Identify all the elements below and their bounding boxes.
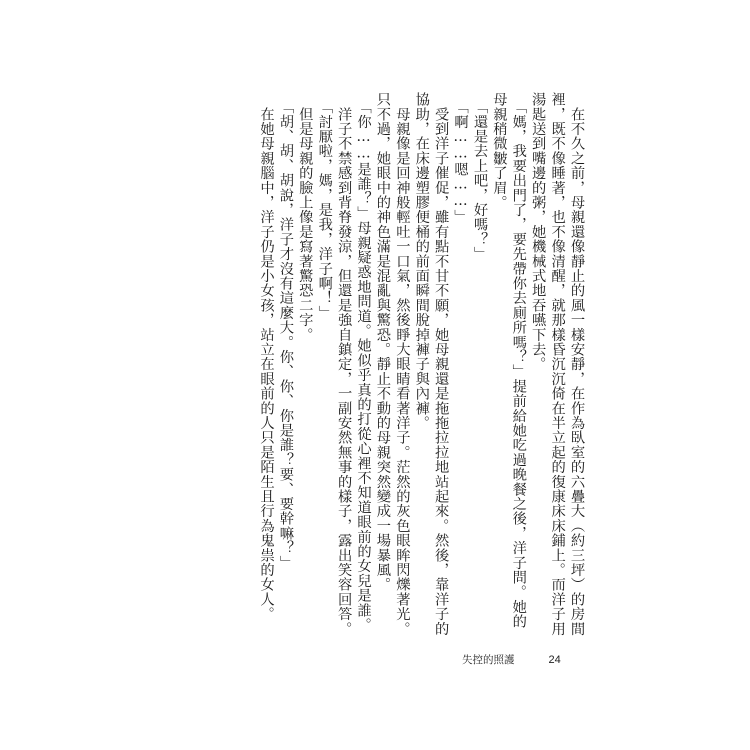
paragraph: 洋子不禁感到背脊發涼，但還是強自鎮定，一副安然無事的樣子，露出笑容回答。 <box>336 92 353 636</box>
paragraph: 但是母親的臉上像是寫著驚恐二字。 <box>297 92 314 342</box>
paragraph: 在她母親腦中，洋子仍是小女孩，站立在眼前的人只是陌生且行為鬼祟的女人。 <box>258 92 275 622</box>
running-title: 失控的照護 <box>462 654 515 666</box>
paragraph: 受到洋子催促，雖有點不甘不願，她母親還是拖拖拉拉地站起來。然後，靠洋子的 <box>433 92 450 636</box>
paragraph: 湯匙送到嘴邊的粥，她機械式地吞嚥下去。 <box>530 92 547 372</box>
paragraph: 「媽，我要出門了，要先帶你去廁所嗎？」提前給她吃過晚餐之後，洋子問。她的 <box>510 92 527 629</box>
paragraph: 「還是去上吧，好嗎？」 <box>471 92 488 262</box>
paragraph: 在不久之前，母親還像靜止的風一樣安靜，在作為臥室的六疊大（約三坪）的房間 <box>569 92 585 636</box>
paragraph: 協助，在床邊塑膠便桶的前面瞬間脫掉褲子與內褲。 <box>413 92 430 431</box>
paragraph: 母親稍微皺了眉。 <box>491 92 508 210</box>
page-footer <box>462 652 561 667</box>
paragraph: 「你……是誰？」母親疑惑地問道。她似乎真的打從心裡不知道眼前的女兒是誰。 <box>355 92 372 633</box>
paragraph: 「胡、胡、胡說，洋子才沒有這麼大。你、你、你是誰？要、要幹嘛？」 <box>277 92 294 570</box>
paragraph: 只不過，她眼中的神色滿是混亂與驚恐。靜止不動的母親突然變成一場暴風。 <box>374 92 391 592</box>
paragraph: 「啊……嗯……」 <box>452 92 469 224</box>
page-number: 24 <box>548 654 561 666</box>
paragraph: 母親像是回神般輕吐一口氣，然後睜大眼睛看著洋子。茫然的灰色眼眸閃爍著光。 <box>394 92 411 636</box>
vertical-body-text <box>186 92 586 640</box>
paragraph: 裡，既不像睡著，也不像清醒，就那樣昏沉沉倚在半立起的復康床床鋪上。而洋子用 <box>549 92 566 636</box>
paragraph: 「討厭啦，媽，是我，洋子啊！」 <box>316 92 333 321</box>
